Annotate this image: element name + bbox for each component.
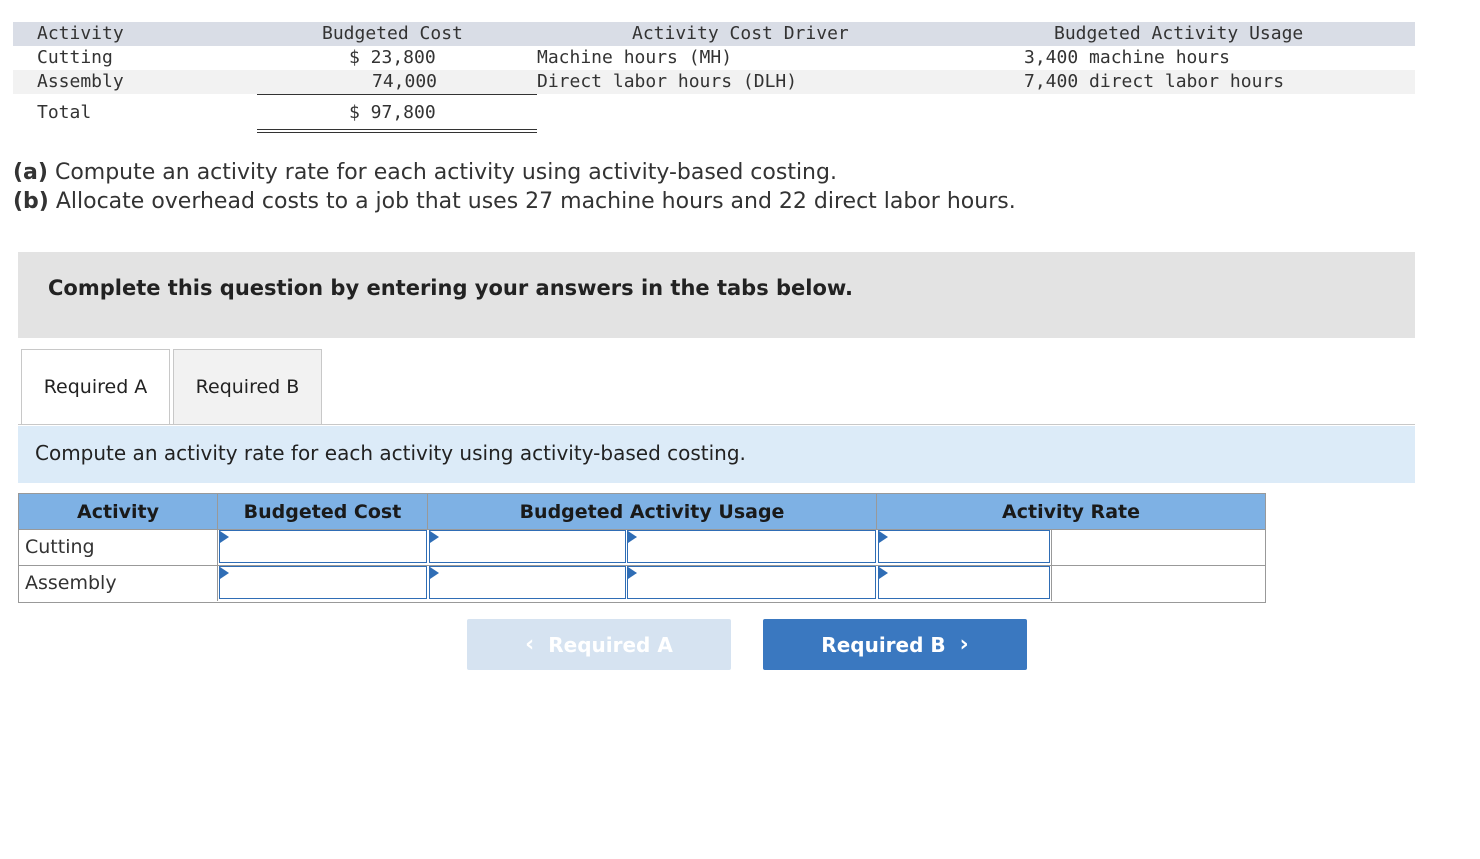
cutting-budgeted-cost-input[interactable] <box>219 530 427 563</box>
question-a <box>13 160 837 185</box>
chevron-right-icon: › <box>959 632 969 657</box>
given-header-row <box>13 22 1415 46</box>
input-marker-icon <box>430 567 439 579</box>
instruction-banner <box>18 252 1415 338</box>
question-b <box>13 189 1016 214</box>
previous-required-a-button[interactable] <box>467 619 731 670</box>
given-budgeted-cost: 74,000 <box>372 71 438 92</box>
total-double-rule-bottom <box>257 132 537 133</box>
subtotal-rule <box>257 94 537 95</box>
given-total-label: Total <box>37 102 92 123</box>
given-budgeted-cost: $ 23,800 <box>349 47 436 68</box>
question-b-text: Allocate overhead costs to a job that uses 27 machine hours and 22 direct labor hours. <box>48 189 1016 214</box>
tab-required-a[interactable]: Required A <box>21 349 170 425</box>
assembly-activity-rate-input[interactable] <box>878 566 1050 599</box>
chevron-left-icon: ‹ <box>525 632 535 657</box>
given-activity: Assembly <box>37 71 124 92</box>
tab-required-b[interactable]: Required B <box>173 349 322 425</box>
grid-header-budgeted-activity-usage: Budgeted Activity Usage <box>428 494 877 529</box>
assembly-usage-unit-input[interactable] <box>627 566 876 599</box>
question-b-marker: (b) <box>13 189 49 214</box>
cutting-rate-unit-cell <box>1051 529 1266 565</box>
previous-button-label: Required A <box>548 632 673 657</box>
input-marker-icon <box>220 567 229 579</box>
input-marker-icon <box>430 531 439 543</box>
grid-row-label-assembly: Assembly <box>19 565 218 601</box>
given-header-driver: Activity Cost Driver <box>632 23 849 44</box>
cutting-activity-rate-input[interactable] <box>878 530 1050 563</box>
answer-grid <box>18 493 1266 603</box>
given-usage: 7,400 direct labor hours <box>1024 71 1285 92</box>
tab-divider <box>18 424 1415 425</box>
total-double-rule-top <box>257 129 537 130</box>
given-row-cutting <box>13 46 1415 70</box>
given-driver: Direct labor hours (DLH) <box>537 71 798 92</box>
grid-header-activity: Activity <box>19 494 218 529</box>
input-marker-icon <box>879 567 888 579</box>
given-activity: Cutting <box>37 47 113 68</box>
given-total-cost: $ 97,800 <box>349 102 436 123</box>
given-row-total <box>13 101 1415 125</box>
given-header-activity: Activity <box>37 23 124 44</box>
question-a-text: Compute an activity rate for each activity using activity-based costing. <box>47 160 837 185</box>
given-row-assembly <box>13 70 1415 94</box>
question-a-marker: (a) <box>13 160 48 185</box>
assembly-rate-unit-cell <box>1051 565 1266 601</box>
given-driver: Machine hours (MH) <box>537 47 733 68</box>
assembly-usage-input[interactable] <box>429 566 626 599</box>
grid-row-label-cutting: Cutting <box>19 529 218 565</box>
given-header-budgeted-cost: Budgeted Cost <box>322 23 463 44</box>
input-marker-icon <box>628 531 637 543</box>
tab-prompt-text: Compute an activity rate for each activity using activity-based costing. <box>35 441 746 465</box>
next-button-label: Required B <box>821 632 946 657</box>
tab-prompt <box>18 426 1415 483</box>
instruction-text: Complete this question by entering your answers in the tabs below. <box>48 276 853 300</box>
input-marker-icon <box>220 531 229 543</box>
next-required-b-button[interactable] <box>763 619 1027 670</box>
cutting-usage-input[interactable] <box>429 530 626 563</box>
input-marker-icon <box>879 531 888 543</box>
grid-header-activity-rate: Activity Rate <box>877 494 1265 529</box>
cutting-usage-unit-input[interactable] <box>627 530 876 563</box>
input-marker-icon <box>628 567 637 579</box>
assembly-budgeted-cost-input[interactable] <box>219 566 427 599</box>
grid-header-budgeted-cost: Budgeted Cost <box>218 494 428 529</box>
given-usage: 3,400 machine hours <box>1024 47 1230 68</box>
given-header-usage: Budgeted Activity Usage <box>1054 23 1304 44</box>
